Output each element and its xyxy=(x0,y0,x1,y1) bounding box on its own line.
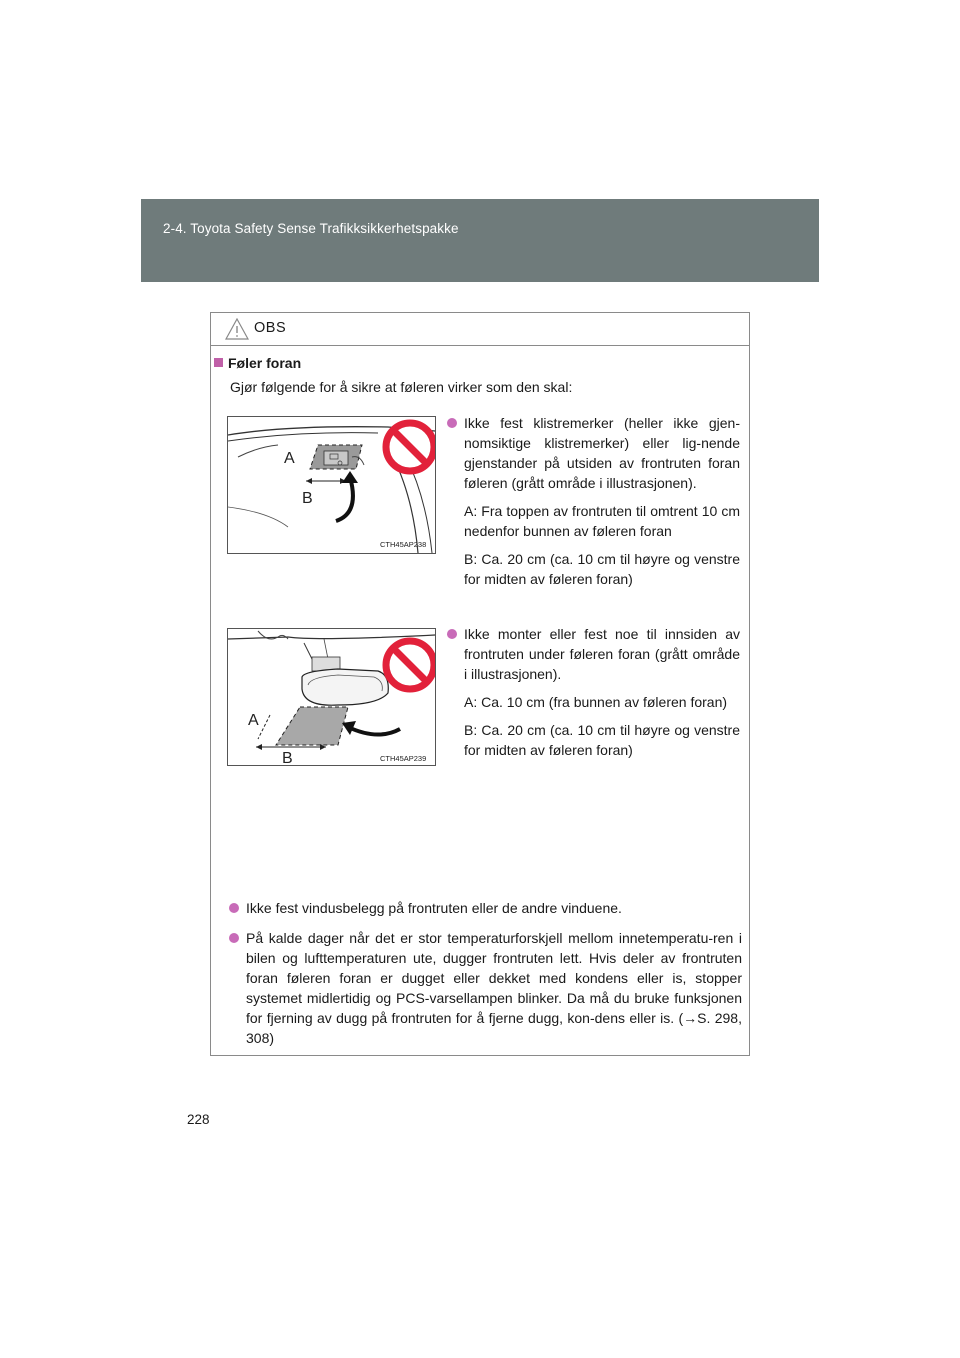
item-text: På kalde dager når det er stor temperaturforskjell mellom innetemperatu-ren i bilen og lufttemperaturen ute, dugger frontruten lett. Hvis deler av frontruten foran føleren foran er dugget eller dekket med kondens eller is, stopper systemet midlertidig og PCS-varsellampen blinker. Da må du bruke funksjonen for fjerning av dugg på frontruten for å fjerne dugg, kon-dens eller is. (→S. 298, 308) xyxy=(246,930,742,1046)
subsection-heading xyxy=(211,355,301,371)
subsection-heading-text: Føler foran xyxy=(228,355,302,371)
label-a: A xyxy=(284,450,295,467)
figure-interior-mount xyxy=(227,628,436,766)
windshield-exterior-illustration xyxy=(228,417,435,553)
item-note-b: B: Ca. 20 cm (ca. 10 cm til høyre og venstre for midten av føleren foran) xyxy=(464,722,740,758)
section-title: 2-4. Toyota Safety Sense Trafikksikkerhetspakke xyxy=(163,221,459,236)
list-item xyxy=(227,928,742,1048)
obs-title: OBS xyxy=(254,320,287,336)
section-header-band xyxy=(141,199,819,282)
circle-bullet-icon xyxy=(229,933,239,943)
item-interior-mount xyxy=(445,624,740,760)
windshield-interior-illustration xyxy=(228,629,435,765)
item-sticker-exterior xyxy=(445,413,740,589)
item-note-b: B: Ca. 20 cm (ca. 10 cm til høyre og venstre for midten av føleren foran) xyxy=(464,551,740,587)
obs-header xyxy=(211,313,749,346)
label-a: A xyxy=(248,712,259,729)
circle-bullet-icon xyxy=(447,629,457,639)
item-text: Ikke fest vindusbelegg på frontruten eller de andre vinduene. xyxy=(246,900,622,916)
list-item xyxy=(445,624,740,684)
item-text: Ikke monter eller fest noe til innsiden av frontruten under føleren foran (grått område i illustrasjonen). xyxy=(464,626,740,682)
circle-bullet-icon xyxy=(447,418,457,428)
obs-caution-box xyxy=(210,312,750,1056)
list-item xyxy=(445,413,740,493)
prohibition-icon xyxy=(386,423,434,471)
prohibition-icon xyxy=(386,641,434,689)
item-text: Ikke fest klistremerker (heller ikke gjen-nomsiktige klistremerker) eller lig-nende gjenstander på utsiden av frontruten foran føleren (grått område i illustrasjonen). xyxy=(464,415,740,491)
warning-triangle-icon xyxy=(225,318,249,340)
item-note-a: A: Ca. 10 cm (fra bunnen av føleren foran) xyxy=(464,694,728,710)
figure-code: CTH45AP238 xyxy=(380,540,427,549)
label-b: B xyxy=(282,750,293,765)
label-b: B xyxy=(302,490,313,507)
square-bullet-icon xyxy=(214,358,223,367)
intro-text: Gjør følgende for å sikre at føleren virker som den skal: xyxy=(230,379,573,395)
circle-bullet-icon xyxy=(229,903,239,913)
figure-code: CTH45AP239 xyxy=(380,754,427,763)
page-number: 228 xyxy=(187,1112,210,1127)
figure-sticker-exterior xyxy=(227,416,436,554)
item-note-a: A: Fra toppen av frontruten til omtrent 10 cm nedenfor bunnen av føleren foran xyxy=(464,503,740,539)
general-items xyxy=(227,898,742,1058)
list-item xyxy=(227,898,742,918)
